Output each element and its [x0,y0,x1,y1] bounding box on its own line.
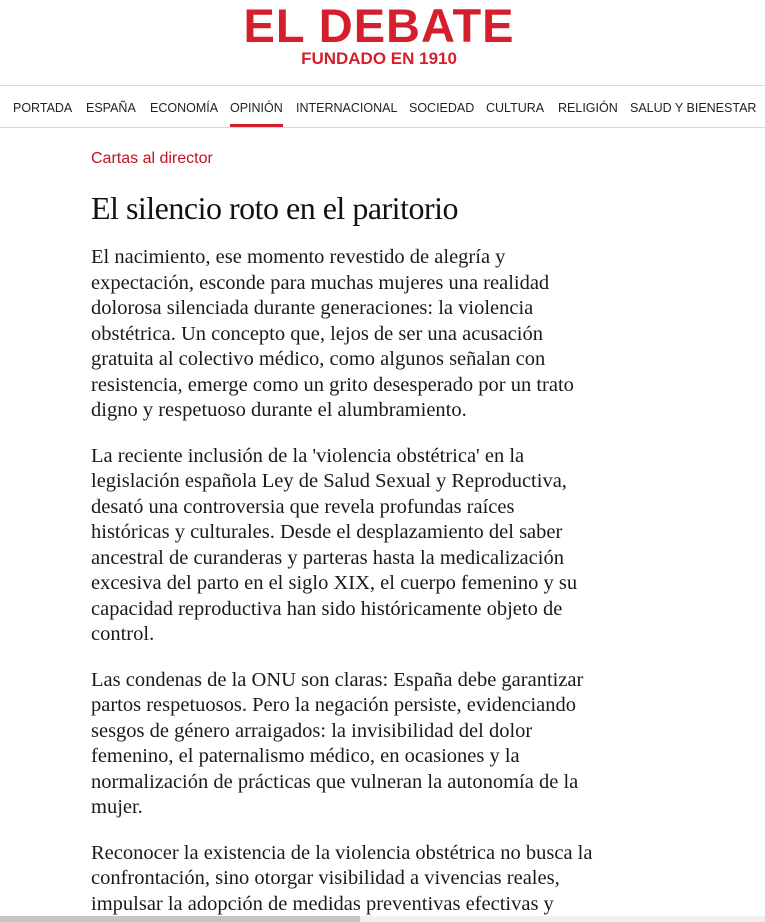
main-nav [0,86,765,128]
paragraph-line: normalización de prácticas que vulneran la autonomía de la [91,770,579,793]
nav-item-religion[interactable]: RELIGIÓN [558,101,618,115]
paragraph-line: legislación española Ley de Salud Sexual y Reproductiva, [91,470,567,492]
paragraph-line: impulsar la adopción de medidas preventivas efectivas y [91,892,554,915]
paragraph-line: confrontación, sino otorgar visibilidad a vivencias reales, [91,867,560,889]
horizontal-scrollbar[interactable] [0,916,765,922]
paragraph-line: control. [91,623,155,645]
nav-item-salud-y-bienestar[interactable]: SALUD Y BIENESTAR [630,101,757,115]
paragraph-line: Reconocer la existencia de la violencia obstétrica no busca la [91,841,593,864]
paragraph-line: partos respetuosos. Pero la negación persiste, evidenciando [91,694,577,716]
nav-item-cultura[interactable]: CULTURA [486,101,545,115]
nav-item-internacional[interactable]: INTERNACIONAL [296,101,398,115]
tagline: FUNDADO EN 1910 [301,49,457,68]
paragraph-line: sesgos de género arraigados: la invisibilidad del dolor [91,719,533,742]
paragraph-line: femenino, el paternalismo médico, en ocasiones y la [91,745,520,767]
scrollbar-thumb[interactable] [0,916,360,922]
paragraph-line: El nacimiento, ese momento revestido de alegría y [91,246,506,268]
section-label[interactable]: Cartas al director [91,150,213,167]
article-paragraph [91,841,651,918]
paragraph-line: ancestral de curanderas y parteras hasta la medicalización [91,546,564,569]
paragraph-line: digno y respetuoso durante el alumbramiento. [91,399,467,421]
paragraph-line: obstétrica. Un concepto que, lejos de ser una acusación [91,322,543,345]
nav-item-economia[interactable]: ECONOMÍA [150,101,219,115]
paragraph-line: gratuita al colectivo médico, como algunos señalan con [91,348,546,370]
masthead [0,0,765,86]
paragraph-line: expectación, esconde para muchas mujeres una realidad [91,271,550,294]
logo[interactable]: EL DEBATE [243,0,515,52]
paragraph-line: desató una controversia que revela profundas raíces [91,495,515,518]
paragraph-line: excesiva del parto en el siglo XIX, el cuerpo femenino y su [91,572,578,594]
paragraph-line: Las condenas de la ONU son claras: España debe garantizar [91,668,584,691]
article-body [91,245,651,922]
article-paragraph [91,245,651,424]
paragraph-line: La reciente inclusión de la 'violencia obstétrica' en la [91,444,525,467]
paragraph-line: históricas y culturales. Desde el desplazamiento del saber [91,521,563,543]
paragraph-line: mujer. [91,796,143,818]
paragraph-line: capacidad reproductiva han sido históricamente objeto de [91,597,563,620]
paragraph-line: dolorosa silenciada durante generaciones: la violencia [91,297,534,319]
nav-item-sociedad[interactable]: SOCIEDAD [409,101,475,115]
article-paragraph [91,444,651,648]
nav-item-espana[interactable]: ESPAÑA [86,101,136,115]
article-title: El silencio roto en el paritorio [91,190,458,226]
nav-item-portada[interactable]: PORTADA [13,101,73,115]
nav-item-opinion[interactable]: OPINIÓN [230,86,283,127]
article-paragraph [91,668,651,821]
paragraph-line: resistencia, emerge como un grito desesperado por un trato [91,373,574,396]
